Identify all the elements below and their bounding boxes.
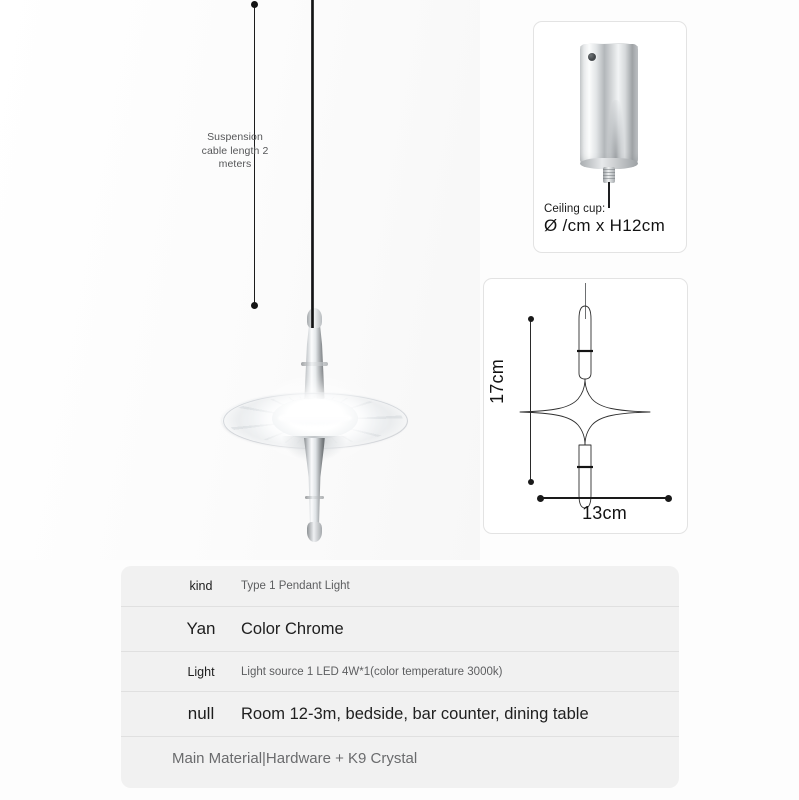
spec-value: Color Chrome bbox=[241, 619, 344, 638]
measure-endpoint-dot-top bbox=[251, 1, 258, 8]
table-row bbox=[121, 691, 679, 736]
width-dimension-label: 13cm bbox=[582, 503, 627, 523]
pendant-outline-drawing bbox=[484, 279, 687, 533]
lamp-top-tip bbox=[307, 308, 322, 328]
height-dimension-line bbox=[530, 319, 531, 482]
lamp-top-ring bbox=[301, 362, 328, 366]
dimension-panel bbox=[483, 278, 688, 534]
measure-endpoint-dot-bottom bbox=[251, 302, 258, 309]
spec-value: Room 12-3m, bedside, bar counter, dining table bbox=[241, 704, 589, 723]
height-dim-dot-top bbox=[528, 316, 534, 322]
lamp-led-highlight bbox=[278, 411, 352, 425]
table-row bbox=[121, 606, 679, 651]
pendant-lamp-illustration bbox=[222, 312, 407, 537]
ceiling-cup-caption-line1: Ceiling cup: bbox=[544, 203, 606, 215]
spec-material-value: Main Material|Hardware + K9 Crystal bbox=[172, 750, 418, 767]
table-row bbox=[121, 566, 679, 606]
table-row bbox=[121, 651, 679, 691]
width-dim-dot-left bbox=[537, 495, 544, 502]
width-dimension-line bbox=[540, 497, 669, 499]
table-row-material bbox=[121, 736, 679, 780]
ceiling-cup-caption bbox=[544, 203, 680, 236]
spec-label: Light bbox=[187, 664, 215, 679]
spec-value: Light source 1 LED 4W*1(color temperature 3000k) bbox=[241, 665, 503, 678]
spec-label: Yan bbox=[186, 619, 216, 638]
suspension-cable-note: Suspension cable length 2 meters bbox=[201, 131, 269, 170]
ceiling-cup-grip-threads bbox=[603, 169, 615, 181]
width-dim-dot-right bbox=[665, 495, 672, 502]
lamp-bottom-ring bbox=[305, 496, 324, 499]
ceiling-cup-panel bbox=[533, 21, 687, 253]
height-dimension-label: 17cm bbox=[486, 359, 507, 404]
spec-label: kind bbox=[189, 579, 213, 593]
ceiling-cup-screw-icon bbox=[588, 53, 596, 61]
ceiling-cup-reflection bbox=[608, 100, 624, 162]
spec-label: null bbox=[187, 704, 215, 723]
product-hero-image bbox=[0, 0, 480, 560]
ceiling-cup-caption-line2: Ø /cm x H12cm bbox=[544, 216, 666, 235]
specification-table bbox=[121, 566, 679, 788]
height-dim-dot-bottom bbox=[528, 479, 534, 485]
spec-value: Type 1 Pendant Light bbox=[241, 580, 350, 592]
suspension-cable bbox=[311, 0, 314, 328]
lamp-bottom-tip bbox=[307, 522, 322, 542]
